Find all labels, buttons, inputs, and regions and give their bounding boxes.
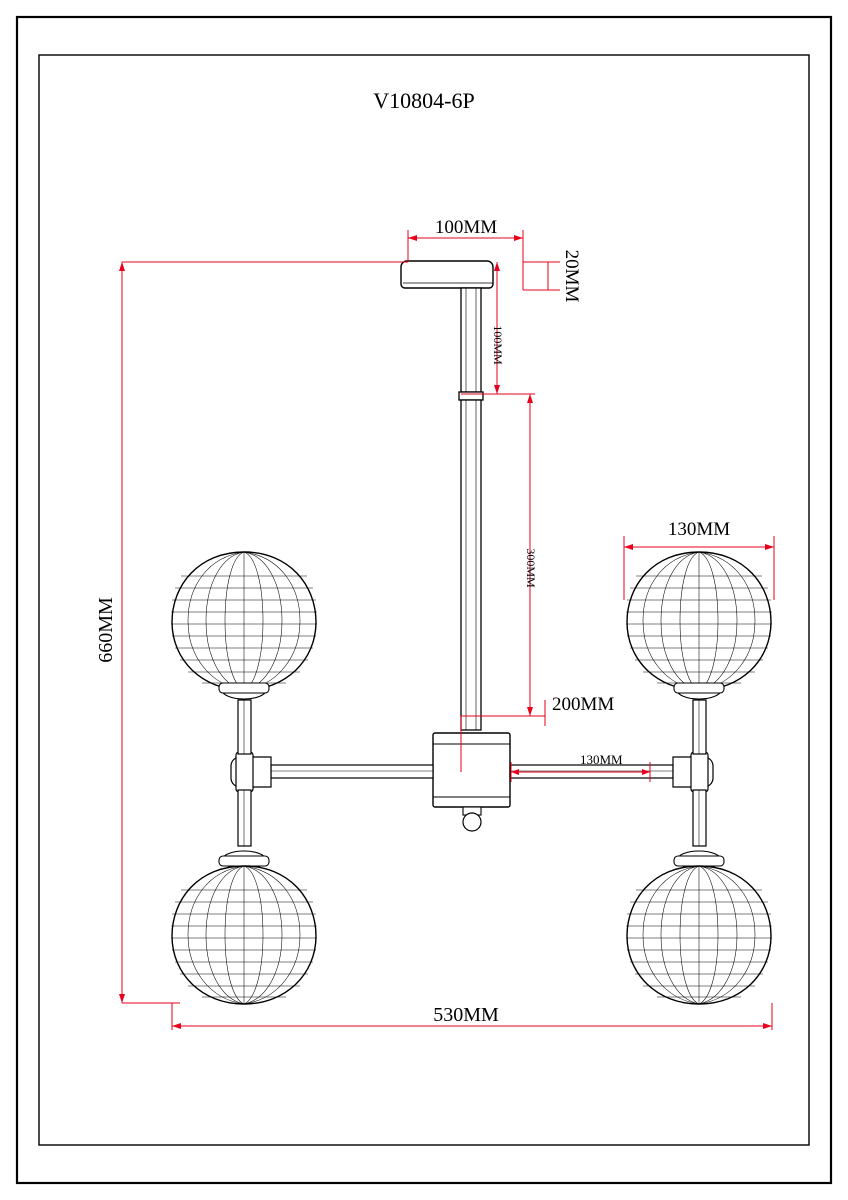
arm-right [510, 700, 713, 846]
center-body [433, 733, 510, 831]
dimline-canopy-height [523, 262, 560, 290]
drawing-title: V10804-6P [373, 88, 475, 113]
arm-left [231, 700, 433, 846]
dim-label-overall-width: 530MM [433, 1004, 499, 1026]
shade-bottom-right [626, 851, 772, 1004]
support-rod [459, 288, 483, 730]
dim-label-canopy-width: 100MM [434, 217, 498, 238]
dim-label-shade-width: 130MM [667, 519, 731, 540]
dim-label-rod-to-body: 300MM [524, 548, 538, 588]
shade-top-right [626, 552, 772, 699]
shade-top-left [171, 552, 317, 699]
dim-label-overall-height: 660MM [95, 597, 117, 663]
dim-label-canopy-height: 20MM [561, 249, 582, 303]
product-line-art [171, 261, 772, 1004]
dim-label-arm-drop: 200MM [552, 694, 615, 715]
dim-label-upper-rod: 100MM [491, 325, 505, 365]
shade-bottom-left [171, 851, 317, 1004]
dim-label-arm-length: 130MM [580, 752, 623, 767]
ceiling-canopy [401, 261, 493, 288]
